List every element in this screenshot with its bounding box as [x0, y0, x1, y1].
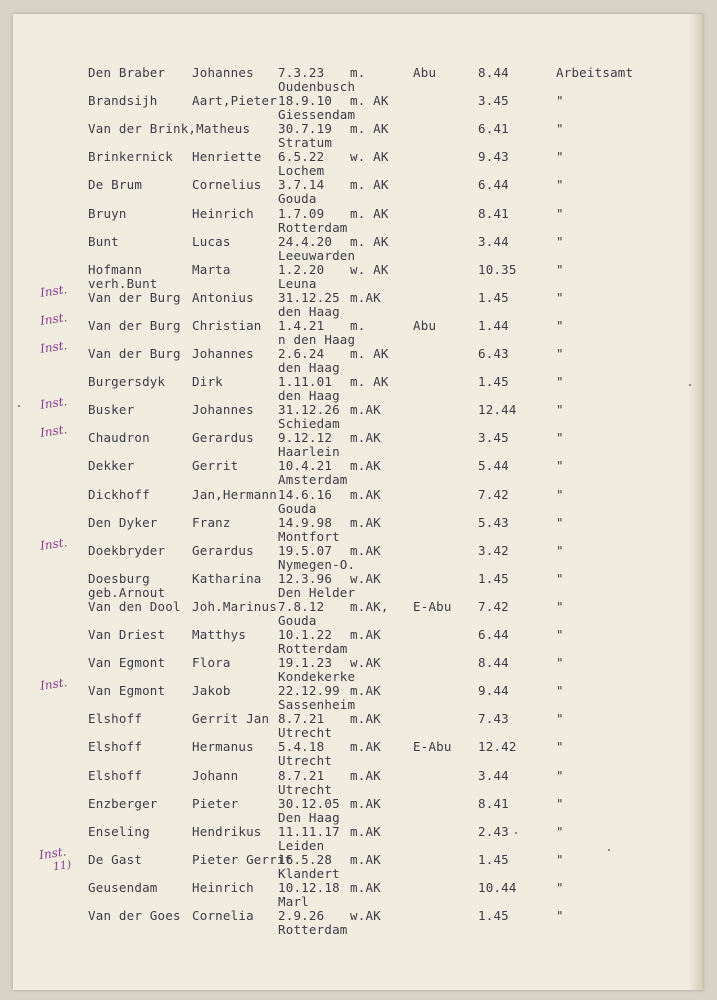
surname: De Gast: [88, 851, 143, 867]
birth-place: Amsterdam: [278, 472, 348, 488]
destination: Arbeitsamt: [556, 65, 634, 80]
entry-date: 9.43: [478, 149, 509, 165]
destination: ": [556, 570, 564, 586]
surname: Elshoff: [88, 711, 143, 727]
birth-date: 31.12.26: [278, 402, 340, 418]
entry-date: 5.43: [478, 514, 509, 530]
destination: ": [556, 795, 564, 811]
entry-date: 3.45: [478, 93, 509, 109]
list-entry: [0, 310, 717, 347]
birth-date: 11.11.17: [278, 823, 340, 839]
sex-code: w. AK: [350, 149, 389, 165]
surname: Enseling: [88, 823, 150, 839]
destination: ": [556, 346, 564, 361]
sex-code: m.: [350, 317, 366, 333]
destination: ": [556, 823, 564, 839]
birth-place: den Haag: [278, 360, 340, 375]
list-entry: [0, 488, 717, 514]
annotation-text: Inst.: [39, 422, 69, 441]
annotation-text: Inst.: [39, 310, 69, 328]
surname: Van der Goes: [88, 908, 181, 923]
entry-date: 10.44: [478, 879, 517, 895]
birth-date: 7.3.23: [278, 65, 325, 80]
list-entry: [0, 600, 717, 626]
birth-place: Gouda: [278, 500, 317, 516]
surname: Van der Brink,Matheus: [88, 121, 251, 137]
destination: ": [556, 261, 564, 277]
entry-date: 6.44: [478, 627, 509, 642]
surname: Den Braber: [88, 65, 166, 80]
surname: Den Dyker: [88, 514, 158, 530]
entry-date: 1.44: [478, 317, 509, 333]
list-entry: [0, 628, 717, 654]
speck: [608, 849, 610, 851]
birth-date: 19.1.23: [278, 655, 333, 671]
entry-date: 3.45: [478, 430, 509, 446]
list-entry: [0, 711, 717, 741]
birth-place: Utrecht: [278, 725, 333, 741]
birth-date: 31.12.25: [278, 289, 340, 305]
birth-place: Lochem: [278, 163, 325, 179]
destination: ": [556, 149, 564, 165]
birth-place: Montfort: [278, 528, 340, 544]
birth-place: Marl: [278, 893, 309, 909]
list-entry: [0, 149, 717, 179]
destination: ": [556, 879, 564, 895]
entry-date: 3.44: [478, 233, 509, 249]
speck: [515, 832, 517, 834]
given-name: Cornelius: [192, 177, 262, 193]
birth-place: Rotterdam: [278, 922, 348, 937]
sex-code: m.AK: [350, 711, 381, 727]
entry-date: 6.44: [478, 177, 509, 193]
given-name: Johannes: [192, 65, 254, 80]
sex-code: m. AK: [350, 205, 389, 221]
handwritten-annotation: [39, 394, 68, 412]
list-entry: [0, 235, 717, 261]
sex-code: m. AK: [350, 346, 389, 361]
birth-date: 14.9.98: [278, 514, 333, 530]
list-entry: [0, 121, 717, 151]
entry-date: 8.41: [478, 205, 509, 221]
given-name: Johannes: [192, 402, 254, 418]
destination: ": [556, 121, 564, 137]
given-name: Matthys: [192, 627, 247, 642]
surname: Elshoff: [88, 739, 143, 755]
annotation-text: Inst.: [39, 675, 69, 694]
sex-code: m. AK: [350, 93, 389, 109]
birth-place: Gouda: [278, 612, 317, 628]
birth-place: Leuna: [278, 275, 317, 291]
birth-place: n den Haag: [278, 331, 356, 347]
handwritten-annotation: [39, 422, 68, 440]
birth-date: 1.11.01: [278, 374, 333, 390]
birth-date: 1.4.21: [278, 317, 325, 333]
sex-code: m.AK: [350, 514, 381, 530]
birth-place: Leeuwarden: [278, 247, 356, 263]
entry-date: 7.43: [478, 711, 509, 727]
sex-code: m.AK: [350, 851, 381, 867]
birth-date: 6.5.22: [278, 149, 325, 165]
entry-date: 1.45: [478, 289, 509, 305]
destination: ": [556, 317, 564, 333]
surname: Geusendam: [88, 879, 158, 895]
sex-code: m.AK: [350, 430, 381, 446]
sex-code: m.AK,: [350, 598, 389, 614]
destination: ": [556, 851, 564, 867]
surname: Van Egmont: [88, 655, 166, 671]
destination: ": [556, 739, 564, 755]
speck: [689, 384, 691, 386]
surname: Dickhoff: [88, 486, 150, 502]
given-name: Joh.Marinus: [192, 598, 277, 614]
sex-code: m.AK: [350, 795, 381, 811]
surname: Dekker: [88, 458, 135, 474]
given-name: Aart,Pieter: [192, 93, 277, 109]
sex-code: m. AK: [350, 374, 389, 390]
list-entry: [0, 797, 717, 823]
sex-code: m.AK: [350, 402, 381, 418]
destination: ": [556, 655, 564, 671]
entry-date: 7.42: [478, 486, 509, 502]
entry-date: 12.44: [478, 402, 517, 418]
surname: De Brum: [88, 177, 143, 193]
given-name: Marta: [192, 261, 231, 277]
given-name: Johann: [192, 767, 239, 783]
birth-date: 19.5.07: [278, 542, 333, 558]
surname: Doesburg: [88, 570, 150, 586]
handwritten-annotation: [39, 535, 68, 553]
birth-date: 5.4.18: [278, 739, 325, 755]
surname: Chaudron: [88, 430, 150, 446]
given-name: Hermanus: [192, 739, 254, 755]
given-name: Heinrich: [192, 879, 254, 895]
birth-place: Stratum: [278, 135, 333, 151]
surname: Busker: [88, 402, 135, 418]
birth-place: Den Helder: [278, 584, 356, 600]
entry-date: 10.35: [478, 261, 517, 277]
given-name: Gerrit Jan: [192, 711, 270, 727]
surname-note: verh.Bunt: [88, 275, 158, 291]
given-name: Antonius: [192, 289, 254, 305]
destination: ": [556, 402, 564, 418]
destination: ": [556, 374, 564, 390]
list-entry: [0, 825, 717, 851]
destination: ": [556, 627, 564, 642]
birth-date: 10.12.18: [278, 879, 340, 895]
given-name: Lucas: [192, 233, 231, 249]
entry-date: 1.45: [478, 908, 509, 923]
given-name: Johannes: [192, 346, 254, 361]
list-entry: [0, 909, 717, 935]
sex-code: m.: [350, 65, 366, 80]
given-name: Franz: [192, 514, 231, 530]
destination: ": [556, 683, 564, 699]
birth-date: 12.3.96: [278, 570, 333, 586]
birth-place: Leiden: [278, 837, 325, 853]
surname: Van Egmont: [88, 683, 166, 699]
sex-code: m.AK: [350, 627, 381, 642]
sex-code: w.AK: [350, 570, 381, 586]
surname: Van der Burg: [88, 317, 181, 333]
destination: ": [556, 711, 564, 727]
destination: ": [556, 205, 564, 221]
entry-date: 6.41: [478, 121, 509, 137]
birth-date: 3.7.14: [278, 177, 325, 193]
destination: ": [556, 458, 564, 474]
given-name: Katharina: [192, 570, 262, 586]
given-name: Jan,Hermann: [192, 486, 277, 502]
destination: ": [556, 430, 564, 446]
entry-date: 3.42: [478, 542, 509, 558]
entry-date: 1.45: [478, 851, 509, 867]
destination: ": [556, 93, 564, 109]
given-name: Dirk: [192, 374, 223, 390]
list-entry: [0, 207, 717, 233]
birth-date: 1.2.20: [278, 261, 325, 277]
birth-date: 7.8.12: [278, 598, 325, 614]
destination: ": [556, 598, 564, 614]
agency-code: E-Abu: [413, 739, 452, 755]
given-name: Heinrich: [192, 205, 254, 221]
sex-code: m.AK: [350, 823, 381, 839]
list-entry: [0, 572, 717, 598]
destination: ": [556, 514, 564, 530]
surname: Van den Dool: [88, 598, 181, 614]
sex-code: m. AK: [350, 121, 389, 137]
birth-place: Giessendam: [278, 107, 356, 123]
annotation-text: Inst.: [39, 338, 69, 356]
destination: ": [556, 486, 564, 502]
birth-date: 14.6.16: [278, 486, 333, 502]
entry-date: 3.44: [478, 767, 509, 783]
destination: ": [556, 289, 564, 305]
birth-date: 9.12.12: [278, 430, 333, 446]
sex-code: m.AK: [350, 767, 381, 783]
entry-date: 1.45: [478, 374, 509, 390]
birth-date: 8.7.21: [278, 711, 325, 727]
surname: Hofmann: [88, 261, 143, 277]
sex-code: w.AK: [350, 655, 381, 671]
handwritten-annotation: [39, 675, 68, 693]
sex-code: m.AK: [350, 879, 381, 895]
surname: Van der Burg: [88, 346, 181, 361]
given-name: Pieter: [192, 795, 239, 811]
birth-date: 8.7.21: [278, 767, 325, 783]
sex-code: m.AK: [350, 458, 381, 474]
birth-date: 1.7.09: [278, 205, 325, 221]
list-entry: [0, 263, 717, 289]
sex-code: m.AK: [350, 683, 381, 699]
agency-code: E-Abu: [413, 598, 452, 614]
birth-place: Sassenheim: [278, 697, 356, 713]
entry-date: 2.43: [478, 823, 509, 839]
sex-code: m.AK: [350, 739, 381, 755]
annotation-text: Inst.: [39, 534, 69, 553]
given-name: Flora: [192, 655, 231, 671]
agency-code: Abu: [413, 65, 437, 80]
handwritten-annotation: [38, 844, 72, 875]
sex-code: w.AK: [350, 908, 381, 923]
surname: Doekbryder: [88, 542, 166, 558]
annotation-number: 11): [52, 857, 73, 874]
given-name: Cornelia: [192, 908, 254, 923]
agency-code: Abu: [413, 317, 437, 333]
destination: ": [556, 177, 564, 193]
birth-place: Oudenbusch: [278, 79, 356, 94]
handwritten-annotation: [39, 310, 68, 328]
birth-place: Nymegen-O.: [278, 556, 356, 572]
destination: ": [556, 542, 564, 558]
sex-code: m. AK: [350, 233, 389, 249]
birth-place: Utrecht: [278, 781, 333, 797]
birth-date: 2.6.24: [278, 346, 325, 361]
birth-date: 2.9.26: [278, 908, 325, 923]
birth-place: Den Haag: [278, 809, 340, 825]
list-entry: [0, 769, 717, 795]
given-name: Henriette: [192, 149, 262, 165]
surname-note: geb.Arnout: [88, 584, 166, 600]
entry-date: 9.44: [478, 683, 509, 699]
given-name: Hendrikus: [192, 823, 262, 839]
birth-place: Schiedam: [278, 416, 340, 432]
surname: Van Driest: [88, 627, 166, 642]
list-entry: [0, 881, 717, 907]
birth-place: Kondekerke: [278, 669, 356, 685]
birth-place: den Haag: [278, 303, 340, 319]
birth-place: Klandert: [278, 865, 340, 881]
given-name: Gerrit: [192, 458, 239, 474]
surname: Enzberger: [88, 795, 158, 811]
list-entry: [0, 739, 717, 769]
surname: Bunt: [88, 233, 119, 249]
list-entry: [0, 177, 717, 207]
destination: ": [556, 908, 564, 923]
list-entry: [0, 93, 717, 123]
given-name: Gerardus: [192, 542, 254, 558]
birth-place: Gouda: [278, 191, 317, 207]
destination: ": [556, 233, 564, 249]
surname: Van der Burg: [88, 289, 181, 305]
entry-date: 12.42: [478, 739, 517, 755]
list-entry: [0, 458, 717, 488]
birth-date: 10.1.22: [278, 627, 333, 642]
surname: Brinkernick: [88, 149, 173, 165]
birth-date: 30.12.05: [278, 795, 340, 811]
birth-date: 22.12.99: [278, 683, 340, 699]
annotation-text: Inst.: [39, 394, 69, 413]
birth-place: Haarlein: [278, 444, 340, 460]
entry-date: 5.44: [478, 458, 509, 474]
sex-code: m.AK: [350, 289, 381, 305]
sex-code: w. AK: [350, 261, 389, 277]
sex-code: m.AK: [350, 542, 381, 558]
entry-date: 8.44: [478, 655, 509, 671]
entry-date: 8.41: [478, 795, 509, 811]
surname: Burgersdyk: [88, 374, 166, 390]
given-name: Pieter Gerrit: [192, 851, 293, 867]
birth-date: 18.9.10: [278, 93, 333, 109]
entry-date: 8.44: [478, 65, 509, 80]
list-entry: [0, 516, 717, 542]
birth-place: Rotterdam: [278, 641, 348, 656]
sex-code: m.AK: [350, 486, 381, 502]
given-name: Gerardus: [192, 430, 254, 446]
list-entry: [0, 66, 717, 92]
sex-code: m. AK: [350, 177, 389, 193]
entry-date: 7.42: [478, 598, 509, 614]
surname: Elshoff: [88, 767, 143, 783]
entry-date: 1.45: [478, 570, 509, 586]
entry-date: 6.43: [478, 346, 509, 361]
given-name: Jakob: [192, 683, 231, 699]
destination: ": [556, 767, 564, 783]
given-name: Christian: [192, 317, 262, 333]
handwritten-annotation: [39, 282, 68, 300]
annotation-text: Inst.: [38, 844, 68, 862]
birth-date: 24.4.20: [278, 233, 333, 249]
speck: [18, 405, 20, 407]
surname: Brandsijh: [88, 93, 158, 109]
handwritten-annotation: [39, 338, 68, 356]
birth-place: Rotterdam: [278, 219, 348, 235]
birth-place: Utrecht: [278, 753, 333, 769]
birth-place: den Haag: [278, 388, 340, 404]
surname: Bruyn: [88, 205, 127, 221]
annotation-text: Inst.: [39, 281, 69, 300]
birth-date: 16.5.28: [278, 851, 333, 867]
birth-date: 10.4.21: [278, 458, 333, 474]
birth-date: 30.7.19: [278, 121, 333, 137]
